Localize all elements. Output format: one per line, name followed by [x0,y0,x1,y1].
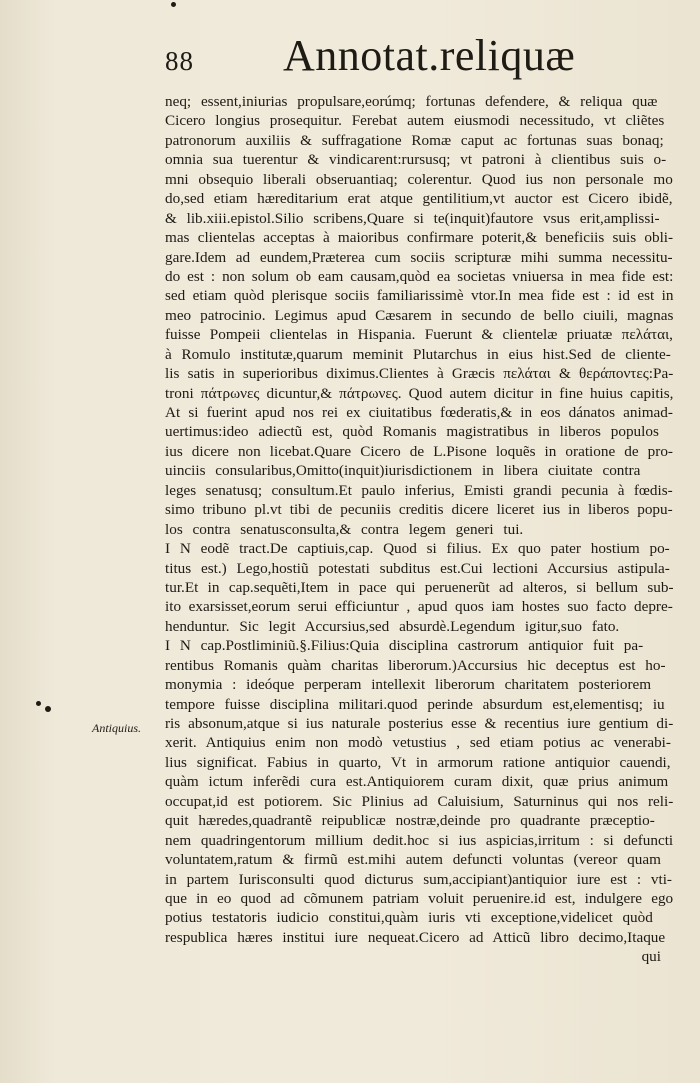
margin-note: Antiquius. [92,721,142,735]
text-line: troni πάτρωνες dicuntur,& πάτρωνες. Quod autem dicitur in fine huius capitis, [165,384,674,402]
text-line: que in eo quod ad cõmunem patriam voluit peruenire.id est, indulgere ego [165,889,674,907]
text-line: respublica hæres institui iure nequeat.Cicero ad Atticũ libro decimo,Itaque [165,928,666,946]
text-line: meo patrocinio. Legimus apud Cæsarem in secundo de bello ciuili, magnas [165,306,674,324]
text-line: fuisse Pompeii clientelas in Hispania. Fuerunt & clientelæ priuatæ πελάται, [165,326,673,344]
text-line: ito exarsisset,eorum serui efficiuntur , apud quos iam hostes suo facto depre- [165,598,673,616]
page-number: 88 [165,46,194,76]
text-line: qui [641,948,661,966]
text-line: ris absonum,atque si ius naturale posterius esse & recentius iure gentium di- [165,715,674,732]
text-line: sed etiam quòd plerisque sociis familiarissimè vtor.In mea fide est : id est in [165,287,674,305]
ink-speck-margin-1 [36,701,41,706]
text-line: Cicero longius prosequitur. Ferebat autem eiusmodi necessitudo, vt cliẽtes [165,112,665,130]
ink-speck-margin-2 [45,706,51,712]
text-line: I N eodẽ tract.De captiuis,cap. Quod si filius. Ex quo pater hostium po- [165,540,670,558]
text-line: henduntur. Sic legit Accursius,sed absurdè.Legendum igitur,suo fato. [165,617,620,635]
text-line: do,sed etiam hæreditarium erat atque gentilitium,vt auctor est Cicero ibidẽ, [165,190,673,208]
text-line: uertimus:ideo adiectũ est, quòd Romanis magistratibus in liberos populos [165,423,659,441]
text-line: xerit. Antiquius enim non modò vetustius , sed etiam potius ac venerabi- [165,734,671,752]
text-line: tempore fuisse disciplina militari.quod perinde absurdum est,elementisq; iu [165,695,665,713]
text-line: tur.Et in cap.sequẽti,Item in pace qui peruenerũt ad alteros, si bellum sub- [165,578,674,596]
text-line: los contra senatusconsulta,& contra legem generi tui. [165,520,524,538]
text-line: in partem Iurisconsulti quod dicturus sum,accipiant)antiquior iure est : vti- [165,870,672,888]
text-line: uinciis consularibus,Omitto(inquit)iurisdictionem in libera ciuitate contra [165,462,641,480]
text-line: I N cap.Postliminiũ.§.Filius:Quia disciplina castrorum antiquior fuit pa- [165,637,644,655]
text-line: mni obsequio liberali obseruantiaq; colerentur. Quod ius non personale mo [165,170,673,188]
text-line: neq; essent,iniurias propulsare,eorúmq; fortunas defendere, & reliqua quæ [165,93,658,110]
text-line: quit hæredes,quadrantẽ reipublicæ nostræ,deinde pro quadrante præceptio- [165,812,655,830]
text-line: gare.Idem ad eundem,Præterea cum sociis scripturæ mihi summa necessitu- [165,248,673,266]
text-line: lis satis in superioribus diximus.Clientes à Græcis πελάται & θεράποντες:Pa- [165,365,674,383]
ink-speck-top [171,2,176,7]
text-line: simo tribuno pl.vt tibi de pecuniis creditis dicere liceret ius in liberos popu- [165,501,673,519]
running-title: Annotat.reliquæ [283,31,576,80]
text-line: omnia sua tuerentur & vindicarent:rursusq; vt patroni à clientibus suis o- [165,151,667,169]
text-line: quàm ictum inferẽdi cura est.Antiquiorem curam dixit, quæ prius animum [165,773,669,791]
text-line: à Romulo institutæ,quarum meminit Plutarchus in eius hist.Sed de cliente- [165,345,671,363]
text-line: nem quadringentorum millium dedit.hoc si ius aspicias,irritum : si defuncti [165,831,674,849]
body-text [165,92,673,967]
text-line: ius dicere non licebat.Quare Cicero de L.Pisone loquẽs in oratione de pro- [165,442,673,460]
text-line: At si fuerint apud nos rei ex ciuitatibus fœderatis,& in eos dánatos animad- [165,404,673,421]
text-line: occupat,id est potiorem. Sic Plinius ad Caluisium, Saturninus qui nos reli- [165,792,674,810]
text-line: mas clientelas acceptas à maioribus confirmare poterit,& beneficiis suis obli- [165,229,674,247]
text-line: titus est.) Lego,hostiũ potestati subditus est.Cui lectioni Accursius astipula- [165,559,670,577]
text-line: monymia : ideóque perperam intellexit liberorum charitatem posteriorem [165,676,652,694]
text-line: do est : non solum ob eam causam,quòd ea societas vniuersa in mea fide est: [165,267,674,285]
text-line: voluntatem,ratum & firmũ est.mihi autem defuncti voluntas (vereor quam [165,851,661,869]
page-header [165,30,585,90]
text-line: & lib.xiii.epistol.Silio scribens,Quare si te(inquit)fautore vsus erit,amplissi- [165,209,660,227]
text-line: leges senatusq; consultum.Et paulo inferius, Emisti grandi pecunia à fœdis- [165,481,673,499]
text-line: patronorum auxiliis & suffragatione Romæ caput ac fortunas suas bonaq; [165,131,664,149]
text-line: lius significat. Fabius in quarto, Vt in armorum ratione antiquior cauendi, [165,753,671,771]
text-line: potius testatoris iudicio constitui,quàm iuris vti exceptione,videlicet quòd [165,909,653,927]
text-line: rentibus Romanis quàm charitas liberorum.)Accursius hic deceptus est ho- [165,656,666,674]
